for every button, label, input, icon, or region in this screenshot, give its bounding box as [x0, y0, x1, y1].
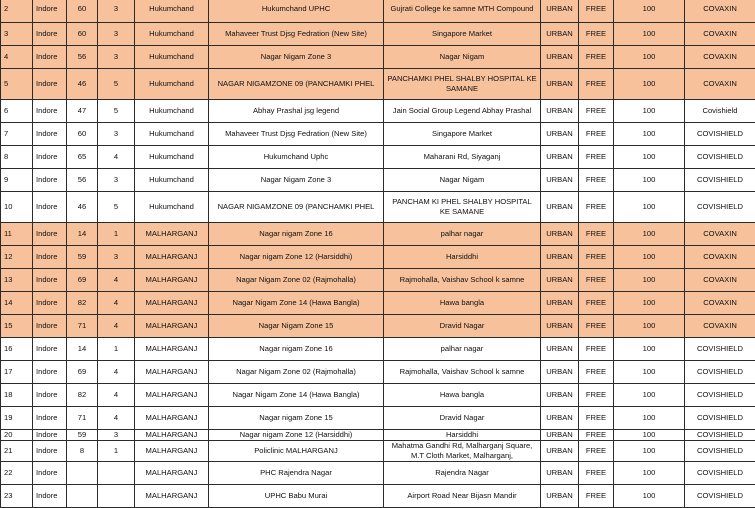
col-site: Nagar Nigam Zone 3 — [209, 169, 384, 192]
table-row — [1, 430, 755, 441]
col-vaccine: COVISHIELD — [685, 123, 755, 146]
col-address: Hawa bangla — [384, 292, 541, 315]
col-number-a: 8 — [67, 441, 98, 462]
col-zone: MALHARGANJ — [135, 384, 209, 407]
col-number-a: 65 — [67, 146, 98, 169]
col-sno: 17 — [1, 361, 33, 384]
col-number-b: 4 — [98, 407, 135, 430]
col-number-b: 5 — [98, 192, 135, 223]
col-area: URBAN — [541, 292, 579, 315]
col-area: URBAN — [541, 361, 579, 384]
col-zone: Hukumchand — [135, 169, 209, 192]
col-number-b: 5 — [98, 100, 135, 123]
col-area: URBAN — [541, 46, 579, 69]
col-fee: FREE — [579, 69, 614, 100]
col-fee: FREE — [579, 0, 614, 23]
col-sno: 2 — [1, 0, 33, 23]
col-site: Policlinic MALHARGANJ — [209, 441, 384, 462]
col-district: Indore — [33, 485, 67, 508]
col-number-a: 69 — [67, 269, 98, 292]
col-vaccine: COVISHIELD — [685, 361, 755, 384]
col-vaccine: COVAXIN — [685, 269, 755, 292]
col-number-a: 56 — [67, 169, 98, 192]
col-fee: FREE — [579, 269, 614, 292]
col-fee: FREE — [579, 192, 614, 223]
col-zone: MALHARGANJ — [135, 246, 209, 269]
col-fee: FREE — [579, 430, 614, 441]
table-row — [1, 407, 755, 430]
col-area: URBAN — [541, 462, 579, 485]
col-address: palhar nagar — [384, 338, 541, 361]
col-number-a: 60 — [67, 0, 98, 23]
col-sno: 15 — [1, 315, 33, 338]
col-zone: MALHARGANJ — [135, 269, 209, 292]
col-site: NAGAR NIGAMZONE 09 (PANCHAMKI PHEL — [209, 69, 384, 100]
table-row — [1, 123, 755, 146]
col-district: Indore — [33, 100, 67, 123]
col-district: Indore — [33, 0, 67, 23]
col-address: Rajmohalla, Vaishav School k samne — [384, 269, 541, 292]
table-row — [1, 69, 755, 100]
col-qty: 100 — [614, 485, 685, 508]
col-vaccine: COVISHIELD — [685, 169, 755, 192]
col-address: Dravid Nagar — [384, 315, 541, 338]
col-number-b: 4 — [98, 315, 135, 338]
col-zone: MALHARGANJ — [135, 430, 209, 441]
col-number-a: 56 — [67, 46, 98, 69]
col-number-a — [67, 462, 98, 485]
col-qty: 100 — [614, 269, 685, 292]
col-fee: FREE — [579, 361, 614, 384]
col-area: URBAN — [541, 407, 579, 430]
col-sno: 6 — [1, 100, 33, 123]
col-number-b: 3 — [98, 23, 135, 46]
col-address: Rajmohalla, Vaishav School k samne — [384, 361, 541, 384]
col-district: Indore — [33, 269, 67, 292]
col-sno: 14 — [1, 292, 33, 315]
col-fee: FREE — [579, 223, 614, 246]
col-site: Nagar Nigam Zone 3 — [209, 46, 384, 69]
col-number-b: 3 — [98, 123, 135, 146]
col-number-a: 14 — [67, 338, 98, 361]
col-number-b: 5 — [98, 69, 135, 100]
col-sno: 18 — [1, 384, 33, 407]
table-row — [1, 246, 755, 269]
col-zone: MALHARGANJ — [135, 338, 209, 361]
col-vaccine: COVAXIN — [685, 23, 755, 46]
col-address: Rajendra Nagar — [384, 462, 541, 485]
col-zone: MALHARGANJ — [135, 441, 209, 462]
col-fee: FREE — [579, 384, 614, 407]
col-address: Nagar Nigam — [384, 169, 541, 192]
col-number-b: 3 — [98, 430, 135, 441]
col-sno: 8 — [1, 146, 33, 169]
col-number-a: 46 — [67, 192, 98, 223]
col-address: Hawa bangla — [384, 384, 541, 407]
table-row — [1, 192, 755, 223]
col-fee: FREE — [579, 23, 614, 46]
col-qty: 100 — [614, 46, 685, 69]
col-address: Harsiddhi — [384, 430, 541, 441]
col-zone: Hukumchand — [135, 0, 209, 23]
col-fee: FREE — [579, 100, 614, 123]
col-area: URBAN — [541, 169, 579, 192]
col-sno: 22 — [1, 462, 33, 485]
col-area: URBAN — [541, 441, 579, 462]
col-sno: 16 — [1, 338, 33, 361]
col-district: Indore — [33, 46, 67, 69]
col-qty: 100 — [614, 361, 685, 384]
col-district: Indore — [33, 441, 67, 462]
col-vaccine: COVISHIELD — [685, 407, 755, 430]
col-zone: Hukumchand — [135, 69, 209, 100]
col-qty: 100 — [614, 0, 685, 23]
col-qty: 100 — [614, 430, 685, 441]
col-site: Nagar Nigam Zone 15 — [209, 315, 384, 338]
col-sno: 20 — [1, 430, 33, 441]
col-district: Indore — [33, 315, 67, 338]
col-site: Nagar nigam Zone 16 — [209, 223, 384, 246]
col-address: Singapore Market — [384, 23, 541, 46]
col-district: Indore — [33, 69, 67, 100]
table-row — [1, 441, 755, 462]
col-zone: MALHARGANJ — [135, 485, 209, 508]
col-district: Indore — [33, 146, 67, 169]
col-area: URBAN — [541, 430, 579, 441]
col-district: Indore — [33, 169, 67, 192]
col-area: URBAN — [541, 315, 579, 338]
col-address: Mahatma Gandhi Rd, Malharganj Square, M.T Cloth Market, Malharganj, — [384, 441, 541, 462]
col-area: URBAN — [541, 0, 579, 23]
col-zone: MALHARGANJ — [135, 361, 209, 384]
col-site: Abhay Prashal jsg legend — [209, 100, 384, 123]
col-district: Indore — [33, 384, 67, 407]
col-zone: MALHARGANJ — [135, 223, 209, 246]
col-vaccine: COVAXIN — [685, 292, 755, 315]
col-qty: 100 — [614, 123, 685, 146]
col-qty: 100 — [614, 292, 685, 315]
col-number-b: 4 — [98, 269, 135, 292]
col-number-b: 4 — [98, 361, 135, 384]
col-number-b: 1 — [98, 338, 135, 361]
col-number-a: 82 — [67, 384, 98, 407]
col-sno: 4 — [1, 46, 33, 69]
col-site: Hukumchand UPHC — [209, 0, 384, 23]
col-number-a: 69 — [67, 361, 98, 384]
col-zone: Hukumchand — [135, 123, 209, 146]
col-number-b: 4 — [98, 384, 135, 407]
col-number-b: 3 — [98, 246, 135, 269]
col-address: PANCHAMKI PHEL SHALBY HOSPITAL KE SAMANE — [384, 69, 541, 100]
col-qty: 100 — [614, 315, 685, 338]
col-site: UPHC Babu Murai — [209, 485, 384, 508]
col-zone: Hukumchand — [135, 192, 209, 223]
col-number-a: 14 — [67, 223, 98, 246]
col-zone: Hukumchand — [135, 23, 209, 46]
col-sno: 9 — [1, 169, 33, 192]
col-site: NAGAR NIGAMZONE 09 (PANCHAMKI PHEL — [209, 192, 384, 223]
table-row — [1, 338, 755, 361]
col-zone: Hukumchand — [135, 100, 209, 123]
col-address: Gujrati College ke samne MTH Compound — [384, 0, 541, 23]
col-sno: 23 — [1, 485, 33, 508]
col-site: Nagar Nigam Zone 14 (Hawa Bangla) — [209, 292, 384, 315]
col-address: palhar nagar — [384, 223, 541, 246]
col-zone: Hukumchand — [135, 46, 209, 69]
table-row — [1, 485, 755, 508]
col-zone: MALHARGANJ — [135, 292, 209, 315]
col-district: Indore — [33, 246, 67, 269]
col-area: URBAN — [541, 146, 579, 169]
col-area: URBAN — [541, 223, 579, 246]
col-number-a: 71 — [67, 407, 98, 430]
col-number-a: 71 — [67, 315, 98, 338]
col-fee: FREE — [579, 169, 614, 192]
col-qty: 100 — [614, 192, 685, 223]
col-fee: FREE — [579, 315, 614, 338]
col-site: Hukumchand Uphc — [209, 146, 384, 169]
col-sno: 11 — [1, 223, 33, 246]
col-qty: 100 — [614, 23, 685, 46]
col-sno: 13 — [1, 269, 33, 292]
col-area: URBAN — [541, 192, 579, 223]
col-fee: FREE — [579, 441, 614, 462]
col-area: URBAN — [541, 123, 579, 146]
col-qty: 100 — [614, 407, 685, 430]
col-fee: FREE — [579, 338, 614, 361]
col-address: Nagar Nigam — [384, 46, 541, 69]
col-district: Indore — [33, 292, 67, 315]
col-fee: FREE — [579, 407, 614, 430]
table-row — [1, 315, 755, 338]
col-vaccine: COVISHIELD — [685, 441, 755, 462]
table-row — [1, 384, 755, 407]
col-site: Mahaveer Trust Djsg Fedration (New Site) — [209, 23, 384, 46]
col-number-a — [67, 485, 98, 508]
col-district: Indore — [33, 192, 67, 223]
col-fee: FREE — [579, 46, 614, 69]
col-vaccine: Covishield — [685, 100, 755, 123]
col-qty: 100 — [614, 146, 685, 169]
col-vaccine: COVISHIELD — [685, 485, 755, 508]
col-sno: 3 — [1, 23, 33, 46]
col-number-b: 3 — [98, 0, 135, 23]
col-district: Indore — [33, 407, 67, 430]
col-site: Mahaveer Trust Djsg Fedration (New Site) — [209, 123, 384, 146]
col-site: Nagar nigam Zone 12 (Harsiddhi) — [209, 246, 384, 269]
col-qty: 100 — [614, 462, 685, 485]
col-sno: 7 — [1, 123, 33, 146]
table-body — [1, 0, 755, 508]
table-row — [1, 0, 755, 23]
col-fee: FREE — [579, 246, 614, 269]
col-vaccine: COVISHIELD — [685, 192, 755, 223]
table-row — [1, 223, 755, 246]
col-district: Indore — [33, 361, 67, 384]
col-fee: FREE — [579, 485, 614, 508]
col-zone: Hukumchand — [135, 146, 209, 169]
table-row — [1, 100, 755, 123]
col-qty: 100 — [614, 384, 685, 407]
col-area: URBAN — [541, 69, 579, 100]
col-area: URBAN — [541, 100, 579, 123]
table-row — [1, 46, 755, 69]
col-qty: 100 — [614, 441, 685, 462]
col-fee: FREE — [579, 292, 614, 315]
col-address: Airport Road Near Bijasn Mandir — [384, 485, 541, 508]
col-area: URBAN — [541, 338, 579, 361]
col-site: Nagar nigam Zone 12 (Harsiddhi) — [209, 430, 384, 441]
col-number-b: 1 — [98, 441, 135, 462]
col-number-b: 4 — [98, 292, 135, 315]
col-vaccine: COVISHIELD — [685, 430, 755, 441]
col-qty: 100 — [614, 338, 685, 361]
col-zone: MALHARGANJ — [135, 315, 209, 338]
col-sno: 19 — [1, 407, 33, 430]
col-number-b — [98, 462, 135, 485]
col-site: Nagar nigam Zone 15 — [209, 407, 384, 430]
table-row — [1, 361, 755, 384]
col-vaccine: COVAXIN — [685, 0, 755, 23]
col-address: Maharani Rd, Siyaganj — [384, 146, 541, 169]
col-area: URBAN — [541, 269, 579, 292]
col-number-a: 60 — [67, 23, 98, 46]
col-sno: 10 — [1, 192, 33, 223]
col-sno: 12 — [1, 246, 33, 269]
col-qty: 100 — [614, 100, 685, 123]
col-number-a: 59 — [67, 246, 98, 269]
col-area: URBAN — [541, 485, 579, 508]
col-number-b: 4 — [98, 146, 135, 169]
col-district: Indore — [33, 338, 67, 361]
col-qty: 100 — [614, 246, 685, 269]
col-number-a: 60 — [67, 123, 98, 146]
col-vaccine: COVAXIN — [685, 223, 755, 246]
col-site: Nagar nigam Zone 16 — [209, 338, 384, 361]
col-sno: 21 — [1, 441, 33, 462]
col-fee: FREE — [579, 146, 614, 169]
col-district: Indore — [33, 462, 67, 485]
col-area: URBAN — [541, 384, 579, 407]
col-qty: 100 — [614, 223, 685, 246]
col-vaccine: COVISHIELD — [685, 384, 755, 407]
col-vaccine: COVAXIN — [685, 315, 755, 338]
col-number-a: 46 — [67, 69, 98, 100]
col-number-b: 3 — [98, 169, 135, 192]
col-number-a: 59 — [67, 430, 98, 441]
table-row — [1, 169, 755, 192]
col-district: Indore — [33, 23, 67, 46]
col-zone: MALHARGANJ — [135, 407, 209, 430]
col-sno: 5 — [1, 69, 33, 100]
col-qty: 100 — [614, 69, 685, 100]
col-number-a: 47 — [67, 100, 98, 123]
col-address: PANCHAM KI PHEL SHALBY HOSPITAL KE SAMANE — [384, 192, 541, 223]
col-district: Indore — [33, 223, 67, 246]
col-fee: FREE — [579, 123, 614, 146]
col-site: Nagar Nigam Zone 14 (Hawa Bangla) — [209, 384, 384, 407]
col-vaccine: COVAXIN — [685, 69, 755, 100]
col-district: Indore — [33, 123, 67, 146]
col-site: PHC Rajendra Nagar — [209, 462, 384, 485]
col-vaccine: COVAXIN — [685, 46, 755, 69]
col-qty: 100 — [614, 169, 685, 192]
col-address: Jain Social Group Legend Abhay Prashal — [384, 100, 541, 123]
table-row — [1, 23, 755, 46]
col-number-b: 1 — [98, 223, 135, 246]
table-row — [1, 292, 755, 315]
col-fee: FREE — [579, 462, 614, 485]
col-vaccine: COVISHIELD — [685, 146, 755, 169]
col-site: Nagar Nigam Zone 02 (Rajmohalla) — [209, 361, 384, 384]
col-area: URBAN — [541, 246, 579, 269]
col-address: Dravid Nagar — [384, 407, 541, 430]
col-address: Harsiddhi — [384, 246, 541, 269]
col-zone: MALHARGANJ — [135, 462, 209, 485]
table-row — [1, 269, 755, 292]
col-vaccine: COVISHIELD — [685, 462, 755, 485]
table-row — [1, 462, 755, 485]
table-row — [1, 146, 755, 169]
col-number-a: 82 — [67, 292, 98, 315]
col-area: URBAN — [541, 23, 579, 46]
col-site: Nagar Nigam Zone 02 (Rajmohalla) — [209, 269, 384, 292]
col-vaccine: COVAXIN — [685, 246, 755, 269]
col-number-b: 3 — [98, 46, 135, 69]
col-vaccine: COVISHIELD — [685, 338, 755, 361]
col-district: Indore — [33, 430, 67, 441]
col-address: Singapore Market — [384, 123, 541, 146]
col-number-b — [98, 485, 135, 508]
